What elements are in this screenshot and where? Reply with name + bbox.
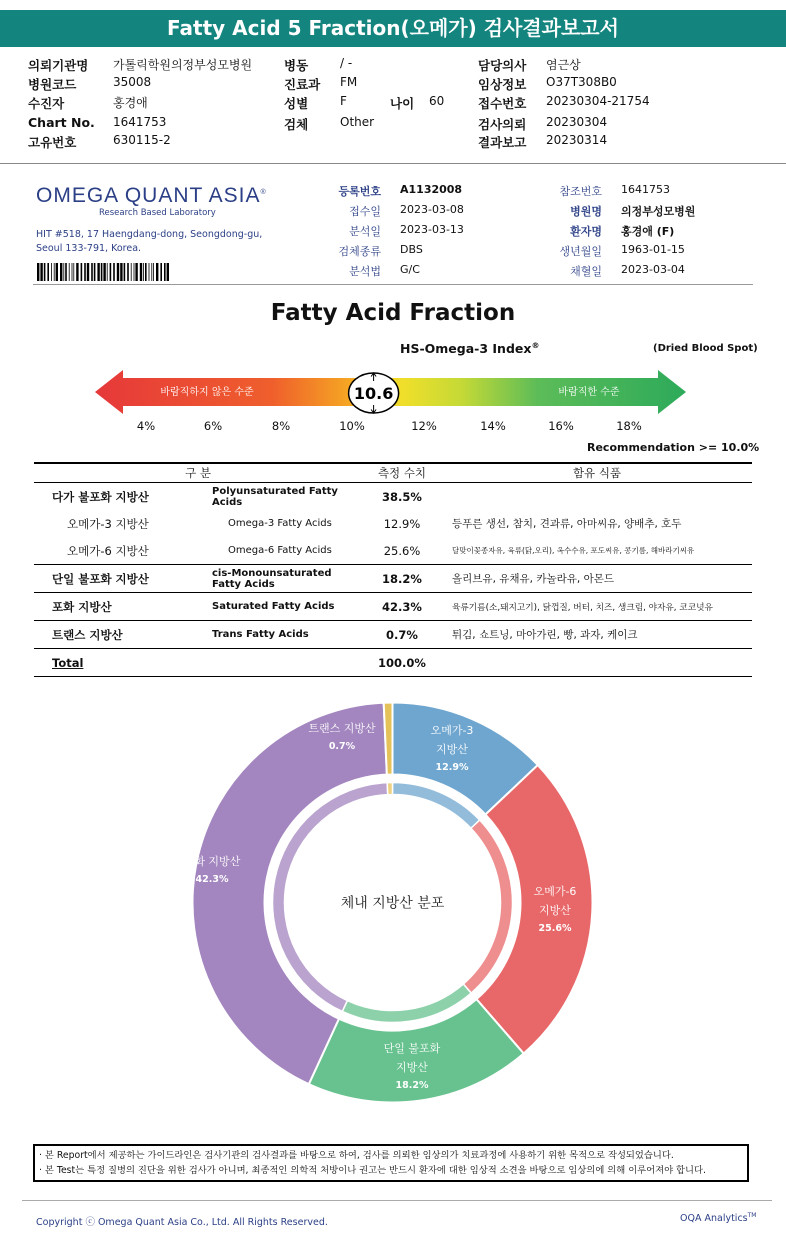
row-value: 25.6% bbox=[383, 543, 421, 558]
slice-value: 0.7% bbox=[328, 741, 356, 752]
row-english-name: Trans Fatty Acids bbox=[212, 621, 362, 649]
header-label: Chart No. bbox=[28, 115, 95, 130]
lab-field-label: 참조번호 bbox=[559, 185, 602, 198]
scale-tick: 16% bbox=[548, 419, 574, 433]
lab-divider bbox=[33, 284, 753, 285]
row-foods bbox=[442, 483, 752, 511]
scale-tick: 6% bbox=[203, 419, 223, 433]
scale-tick: 10% bbox=[339, 419, 365, 433]
header-value: 20230304-21754 bbox=[546, 94, 650, 108]
table-row bbox=[34, 510, 752, 537]
table-row bbox=[34, 593, 752, 621]
row-korean-name: 트랜스 지방산 bbox=[34, 621, 212, 649]
slice-value: 12.9% bbox=[435, 762, 469, 773]
row-value: 18.2% bbox=[362, 565, 442, 593]
fatty-acid-donut-chart bbox=[183, 700, 595, 1105]
row-value: 38.5% bbox=[362, 483, 442, 511]
header-value: F bbox=[340, 94, 347, 108]
desirable-label: 바람직한 수준 bbox=[558, 387, 620, 398]
header-label: 검체 bbox=[284, 117, 309, 132]
lab-field-value: 1641753 bbox=[621, 183, 670, 196]
header-value: 20230314 bbox=[546, 133, 608, 147]
slice-label: 오메가-6 bbox=[533, 885, 577, 898]
row-foods: 튀김, 쇼트닝, 마아가린, 빵, 과자, 케이크 bbox=[442, 621, 752, 649]
brand: OQA Analytics™ bbox=[680, 1212, 757, 1225]
scale-tick: 14% bbox=[480, 419, 506, 433]
specimen-type: (Dried Blood Spot) bbox=[653, 343, 758, 354]
lab-field-value: 홍경애 (F) bbox=[621, 225, 675, 238]
disclaimer-box bbox=[33, 1144, 749, 1182]
row-foods: 올리브유, 유채유, 카놀라유, 아몬드 bbox=[442, 565, 752, 593]
lab-address-line1: HIT #518, 17 Haengdang-dong, Seongdong-gu, bbox=[36, 229, 263, 240]
header-value: 20230304 bbox=[546, 115, 608, 129]
fraction-title: Fatty Acid Fraction bbox=[270, 300, 516, 326]
index-title: HS-Omega-3 Index® bbox=[400, 341, 540, 357]
table-row bbox=[34, 621, 752, 649]
slice-label: 트랜스 지방산 bbox=[308, 722, 376, 735]
total-label: Total bbox=[34, 649, 212, 677]
scale-tick: 4% bbox=[136, 419, 156, 433]
chart-title: 체내 지방산 분포 bbox=[340, 895, 445, 912]
total-spacer bbox=[212, 649, 362, 677]
lab-field-value: 2023-03-08 bbox=[400, 203, 464, 216]
row-value: 42.3% bbox=[362, 593, 442, 621]
slice-label: 단일 불포화 bbox=[383, 1042, 441, 1055]
lab-field-value: A1132008 bbox=[400, 183, 463, 196]
scale-tick: 18% bbox=[616, 419, 642, 433]
lab-address-line2: Seoul 133-791, Korea. bbox=[36, 243, 142, 254]
slice-value: 42.3% bbox=[195, 874, 229, 885]
total-value: 100.0% bbox=[362, 649, 442, 677]
col-category: 구 분 bbox=[34, 463, 362, 483]
total-spacer bbox=[442, 649, 752, 677]
lab-field-value: 2023-03-04 bbox=[621, 263, 685, 276]
row-value: 0.7% bbox=[362, 621, 442, 649]
lab-field-value: DBS bbox=[400, 243, 423, 256]
col-value: 측정 수치 bbox=[362, 463, 442, 483]
slice-value: 25.6% bbox=[538, 923, 572, 934]
slice-inner bbox=[387, 783, 392, 795]
header-label: 병원코드 bbox=[28, 77, 77, 92]
header-value: Other bbox=[340, 115, 375, 129]
header-value: O37T308B0 bbox=[546, 75, 617, 89]
report-title: Fatty Acid 5 Fraction(오메가) 검사결과보고서 bbox=[0, 10, 786, 47]
slice-label: 포화 지방산 bbox=[183, 855, 241, 868]
header-label: 담당의사 bbox=[478, 58, 527, 73]
header-value: 가톨릭학원의정부성모병원 bbox=[113, 58, 253, 72]
slice-label: 오메가-3 bbox=[430, 724, 474, 737]
header-value: 630115-2 bbox=[113, 133, 171, 147]
lab-subtitle: Research Based Laboratory bbox=[99, 208, 216, 218]
disclaimer-line: · 본 Report에서 제공하는 가이드라인은 검사기관의 검사결과를 바탕으로 하여, 검사를 의뢰한 임상의가 치료과정에 사용하기 위한 목적으로 작성되었습니다. bbox=[39, 1150, 674, 1161]
lab-field-label: 접수일 bbox=[349, 205, 381, 218]
lab-field-label: 분석일 bbox=[349, 225, 381, 238]
row-foods: 등푸른 생선, 참치, 견과류, 아마씨유, 양배추, 호두 bbox=[452, 518, 682, 530]
age-value: 60 bbox=[429, 94, 445, 108]
lab-field-label: 병원명 bbox=[570, 205, 602, 218]
header-label: 성별 bbox=[284, 96, 309, 111]
slice-label: 지방산 bbox=[396, 1061, 428, 1074]
lab-field-label: 분석법 bbox=[349, 265, 381, 278]
row-foods: 육류기름(소,돼지고기), 닭껍질, 버터, 치즈, 생크림, 야자유, 코코넛유 bbox=[442, 593, 752, 621]
lab-field-value: G/C bbox=[400, 263, 420, 276]
lab-logo: OMEGA QUANT ASIA® bbox=[36, 184, 267, 207]
lab-field-label: 채혈일 bbox=[570, 265, 602, 278]
header-divider bbox=[0, 163, 786, 164]
header-value: 1641753 bbox=[113, 115, 167, 129]
col-foods: 함유 식품 bbox=[442, 463, 752, 483]
lab-field-label: 검체종류 bbox=[338, 245, 381, 258]
header-label: 검사의뢰 bbox=[478, 117, 527, 132]
header-label: 의뢰기관명 bbox=[28, 58, 89, 73]
index-marker bbox=[349, 373, 399, 413]
table-row bbox=[34, 565, 752, 593]
row-english-name: Omega-6 Fatty Acids bbox=[228, 545, 332, 556]
lab-field-value: 2023-03-13 bbox=[400, 223, 464, 236]
header-label: 결과보고 bbox=[478, 135, 527, 150]
footer-divider bbox=[22, 1200, 772, 1201]
header-value: 염근상 bbox=[546, 58, 581, 72]
slice-label: 지방산 bbox=[539, 904, 571, 917]
table-total-row bbox=[34, 649, 752, 677]
table-row bbox=[34, 483, 752, 511]
scale-tick: 8% bbox=[271, 419, 291, 433]
slice-value: 18.2% bbox=[395, 1080, 429, 1091]
row-value: 12.9% bbox=[383, 516, 421, 531]
undesirable-label: 바람직하지 않은 수준 bbox=[160, 387, 254, 398]
header-value: / - bbox=[340, 56, 353, 70]
header-value: 35008 bbox=[113, 75, 152, 89]
row-english-name: Saturated Fatty Acids bbox=[212, 593, 362, 621]
row-korean-name: 오메가-6 지방산 bbox=[67, 543, 149, 558]
header-label: 수진자 bbox=[28, 96, 65, 111]
row-english-name: Polyunsaturated Fatty Acids bbox=[212, 483, 362, 511]
header-label: 임상정보 bbox=[478, 77, 527, 92]
slice-label: 지방산 bbox=[436, 743, 468, 756]
index-value: 10.6 bbox=[353, 384, 394, 403]
row-english-name: Omega-3 Fatty Acids bbox=[228, 518, 332, 529]
header-label: 진료과 bbox=[284, 77, 321, 92]
lab-field-label: 환자명 bbox=[570, 225, 602, 238]
lab-field-value: 의정부성모병원 bbox=[621, 205, 696, 218]
slice-outer bbox=[476, 765, 592, 1053]
header-value: FM bbox=[340, 75, 358, 89]
row-korean-name: 오메가-3 지방산 bbox=[67, 516, 149, 531]
row-korean-name: 다가 불포화 지방산 bbox=[34, 483, 212, 511]
copyright: Copyright ⓒ Omega Quant Asia Co., Ltd. All Rights Reserved. bbox=[36, 1217, 328, 1228]
header-label: 병동 bbox=[284, 58, 309, 73]
disclaimer-line: · 본 Test는 특정 질병의 진단을 위한 검사가 아니며, 최종적인 의학적 처방이나 권고는 반드시 환자에 대한 임상적 소견을 바탕으로 임상의에 의해 이루어져야 합니다. bbox=[39, 1165, 706, 1176]
lab-field-value: 1963-01-15 bbox=[621, 243, 685, 256]
table-row bbox=[34, 537, 752, 565]
row-english-name: cis-Monounsaturated Fatty Acids bbox=[212, 565, 362, 593]
header-value: 홍경애 bbox=[113, 96, 148, 110]
age-label: 나이 bbox=[390, 96, 415, 111]
header-label: 접수번호 bbox=[478, 96, 527, 111]
omega-index-bar bbox=[90, 364, 690, 424]
lab-field-label: 등록번호 bbox=[338, 185, 381, 198]
fatty-acid-table bbox=[34, 462, 752, 677]
row-foods: 달맞이꽃종자유, 육류(닭,오리), 옥수수유, 포도씨유, 콩기름, 해바라기씨유 bbox=[452, 546, 695, 555]
scale-tick: 12% bbox=[411, 419, 437, 433]
row-korean-name: 포화 지방산 bbox=[34, 593, 212, 621]
barcode bbox=[37, 263, 171, 281]
recommendation: Recommendation >= 10.0% bbox=[587, 441, 760, 454]
header-label: 고유번호 bbox=[28, 135, 77, 150]
lab-field-label: 생년월일 bbox=[559, 245, 602, 258]
row-korean-name: 단일 불포화 지방산 bbox=[34, 565, 212, 593]
